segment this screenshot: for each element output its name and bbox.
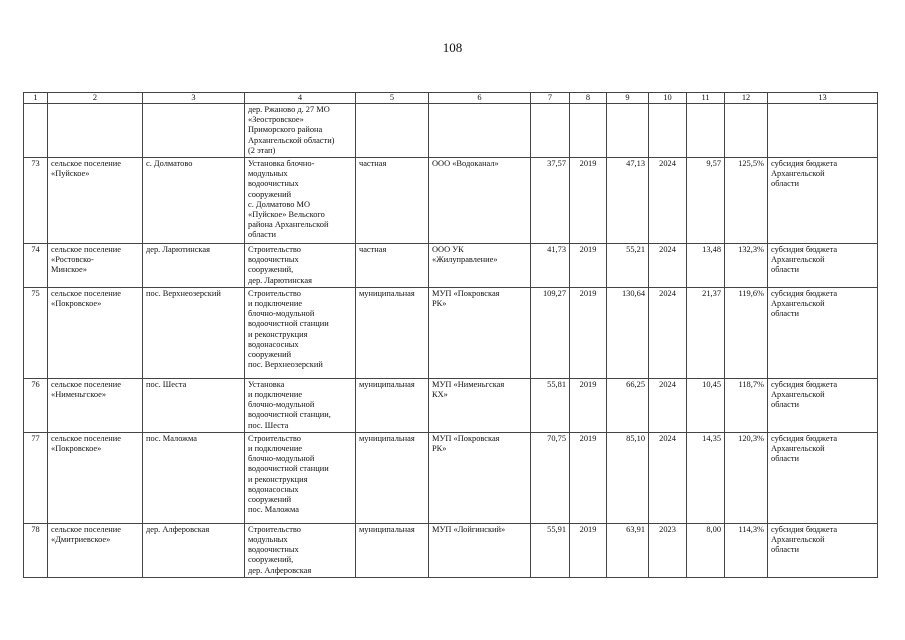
cell-event-line: водоочистной станции <box>248 319 329 329</box>
cell-source <box>768 523 878 577</box>
table-row <box>24 244 878 288</box>
cell-source-line: области <box>771 454 799 464</box>
cell-value-7: 37,57 <box>531 158 570 244</box>
cell-settlement <box>48 378 143 432</box>
cell-settlement-line: сельское поселение <box>51 159 121 169</box>
cell-event-line: области <box>248 230 276 240</box>
cell-source-line: субсидия бюджета <box>771 433 838 443</box>
cell-value-11: 10,45 <box>687 378 725 432</box>
cell-event-line: водоочистных <box>248 255 299 265</box>
cell-operator <box>429 378 531 432</box>
cell-year-start: 2019 <box>570 432 607 523</box>
cell-source-line: Архангельской <box>771 299 825 309</box>
cell-year-end: 2024 <box>649 158 687 244</box>
cell-value-11: 21,37 <box>687 287 725 378</box>
cell-percent: 120,3% <box>725 432 768 523</box>
cell-event-line: сооружений, <box>248 555 294 565</box>
cell-value-7: 55,91 <box>531 523 570 577</box>
cell-event-line: модульных <box>248 535 288 545</box>
header-cell-10: 10 <box>649 93 687 104</box>
header-cell-2: 2 <box>48 93 143 104</box>
cell-settlement-line: сельское поселение <box>51 288 121 298</box>
page-number: 108 <box>442 40 463 55</box>
cell-year-start: 2019 <box>570 523 607 577</box>
table-header-row <box>24 93 878 104</box>
table-row <box>24 432 878 523</box>
cell-event-line: блочно-модульной <box>248 309 315 319</box>
cell-locality: дер. Ларютинская <box>143 244 245 288</box>
cell-settlement-line: сельское поселение <box>51 379 121 389</box>
cell-event-line: водонасосных <box>248 484 299 494</box>
cell-value-9: 47,13 <box>607 158 649 244</box>
cell-percent: 119,6% <box>725 287 768 378</box>
cell-source-line: Архангельской <box>771 444 825 454</box>
header-cell-7: 7 <box>531 93 570 104</box>
cell-settlement-line: «Пуйское» <box>51 169 90 179</box>
cell-event-line: Строительство <box>248 433 301 443</box>
cell-event-line: водоочистных <box>248 179 299 189</box>
cell-event-line: сооружений, <box>248 265 294 275</box>
cell-year-end: 2024 <box>649 378 687 432</box>
cell-settlement-line: сельское поселение <box>51 245 121 255</box>
cell-source-line: субсидия бюджета <box>771 288 838 298</box>
cell-event-line: «Пуйское» Вельского <box>248 210 325 220</box>
cell-source-line: субсидия бюджета <box>771 379 838 389</box>
cell-settlement-line: «Нименьгское» <box>51 390 107 400</box>
cell-event-line: модульных <box>248 169 288 179</box>
cell-settlement <box>48 432 143 523</box>
cell-event <box>245 523 356 577</box>
cell-settlement-line: «Покровское» <box>51 444 102 454</box>
cell-event-line: водоочистной станции, <box>248 410 331 420</box>
cell-event-line: и подключение <box>248 444 303 454</box>
cell-settlement-line: «Ростовско- <box>51 255 94 265</box>
cell-settlement <box>48 523 143 577</box>
cell-operator-line: РК» <box>432 299 447 309</box>
cell-event <box>245 378 356 432</box>
cell-year-start: 2019 <box>570 287 607 378</box>
cell-source-line: области <box>771 545 799 555</box>
cell-year-start: 2019 <box>570 158 607 244</box>
cell-event-line: Установка блочно- <box>248 159 315 169</box>
header-cell-6: 6 <box>429 93 531 104</box>
event-continuation-line: Приморского района <box>248 125 323 135</box>
cell-event-line: блочно-модульной <box>248 454 315 464</box>
cell-value-7: 70,75 <box>531 432 570 523</box>
cell-locality: пос. Шеста <box>143 378 245 432</box>
cell-ownership: муниципальная <box>356 523 429 577</box>
cell-event-line: пос. Шеста <box>248 420 289 430</box>
table-row-continuation <box>24 104 878 158</box>
cell-source <box>768 378 878 432</box>
event-continuation-line: дер. Ржаново д. 27 МО <box>248 105 330 114</box>
table-row <box>24 158 878 244</box>
cell-ownership: муниципальная <box>356 378 429 432</box>
cell-event-line: с. Долматово МО <box>248 199 311 209</box>
table-row <box>24 287 878 378</box>
cell-event-line: и реконструкция <box>248 474 308 484</box>
cell-source <box>768 244 878 288</box>
cell-settlement-line: Минское» <box>51 265 87 275</box>
cell-locality: с. Долматово <box>143 158 245 244</box>
cell-operator-line: ООО «Водоканал» <box>432 159 499 169</box>
cell-ownership: частная <box>356 158 429 244</box>
cell-operator-line: «Жилуправление» <box>432 255 498 265</box>
cell-event-line: Установка <box>248 379 285 389</box>
cell-year-end: 2024 <box>649 287 687 378</box>
cell-source-line: области <box>771 400 799 410</box>
cell-settlement <box>48 158 143 244</box>
cell-event-line: и реконструкция <box>248 329 308 339</box>
table-row <box>24 378 878 432</box>
cell-operator-line: КХ» <box>432 390 448 400</box>
cell-settlement-line: «Дмитриевское» <box>51 535 111 545</box>
cell-year-end: 2023 <box>649 523 687 577</box>
cell-event <box>245 287 356 378</box>
cell-operator-line: МУП «Покровская <box>432 433 500 443</box>
cell-event-line: сооружений <box>248 350 292 360</box>
cell-number: 74 <box>24 244 48 288</box>
event-continuation-line: «Зеостровское» <box>248 115 304 125</box>
cell-value-11: 8,00 <box>687 523 725 577</box>
cell-operator <box>429 158 531 244</box>
cell-source-line: Архангельской <box>771 255 825 265</box>
cell-source-line: области <box>771 179 799 189</box>
cell-settlement <box>48 244 143 288</box>
header-cell-9: 9 <box>607 93 649 104</box>
cell-event-line: водоочистной станции <box>248 464 329 474</box>
cell-year-end: 2024 <box>649 432 687 523</box>
cell-source-line: Архангельской <box>771 390 825 400</box>
cell-source-line: области <box>771 309 799 319</box>
cell-value-9: 63,91 <box>607 523 649 577</box>
data-table <box>23 92 878 578</box>
cell-value-7: 55,81 <box>531 378 570 432</box>
cell-value-11: 14,35 <box>687 432 725 523</box>
cell-event-line: водоочистных <box>248 545 299 555</box>
cell-event-line: Строительство <box>248 288 301 298</box>
cell-number: 75 <box>24 287 48 378</box>
cell-locality: пос. Маложма <box>143 432 245 523</box>
header-cell-5: 5 <box>356 93 429 104</box>
cell-event-line: дер. Алферовская <box>248 565 312 575</box>
cell-event-continuation <box>245 104 356 158</box>
cell-number: 73 <box>24 158 48 244</box>
cell-source-line: субсидия бюджета <box>771 245 838 255</box>
cell-year-end: 2024 <box>649 244 687 288</box>
cell-number: 76 <box>24 378 48 432</box>
cell-year-start: 2019 <box>570 378 607 432</box>
cell-settlement <box>48 287 143 378</box>
cell-value-9: 85,10 <box>607 432 649 523</box>
cell-locality: пос. Верхнеозерский <box>143 287 245 378</box>
cell-event-line: пос. Маложма <box>248 505 299 515</box>
header-cell-13: 13 <box>768 93 878 104</box>
cell-event-line: пос. Верхнеозерский <box>248 360 323 370</box>
cell-event-line: водонасосных <box>248 339 299 349</box>
cell-value-9: 130,64 <box>607 287 649 378</box>
cell-settlement-line: сельское поселение <box>51 433 121 443</box>
cell-settlement-line: сельское поселение <box>51 524 121 534</box>
cell-number: 77 <box>24 432 48 523</box>
cell-value-7: 41,73 <box>531 244 570 288</box>
cell-operator <box>429 287 531 378</box>
cell-operator <box>429 523 531 577</box>
cell-percent: 125,5% <box>725 158 768 244</box>
table-body <box>24 93 878 578</box>
header-cell-11: 11 <box>687 93 725 104</box>
cell-value-9: 66,25 <box>607 378 649 432</box>
cell-year-start: 2019 <box>570 244 607 288</box>
cell-source-line: субсидия бюджета <box>771 524 838 534</box>
header-cell-8: 8 <box>570 93 607 104</box>
cell-source <box>768 432 878 523</box>
cell-value-11: 13,48 <box>687 244 725 288</box>
cell-event <box>245 432 356 523</box>
cell-event-line: Строительство <box>248 245 301 255</box>
cell-percent: 114,3% <box>725 523 768 577</box>
cell-number: 78 <box>24 523 48 577</box>
cell-value-11: 9,57 <box>687 158 725 244</box>
cell-ownership: муниципальная <box>356 432 429 523</box>
cell-operator-line: МУП «Лойгинский» <box>432 524 506 534</box>
cell-locality: дер. Алферовская <box>143 523 245 577</box>
cell-operator-line: МУП «Покровская <box>432 288 500 298</box>
cell-ownership: муниципальная <box>356 287 429 378</box>
cell-source-line: Архангельской <box>771 535 825 545</box>
cell-event-line: сооружений <box>248 495 292 505</box>
cell-source-line: субсидия бюджета <box>771 159 838 169</box>
cell-event-line: и подключение <box>248 390 303 400</box>
cell-operator-line: МУП «Нименьгская <box>432 379 505 389</box>
cell-source-line: области <box>771 265 799 275</box>
header-cell-1: 1 <box>24 93 48 104</box>
header-cell-4: 4 <box>245 93 356 104</box>
table-row <box>24 523 878 577</box>
cell-settlement-line: «Покровское» <box>51 299 102 309</box>
cell-event-line: Строительство <box>248 524 301 534</box>
cell-operator <box>429 432 531 523</box>
cell-event-line: блочно-модульной <box>248 400 315 410</box>
event-continuation-line: (2 этап) <box>248 145 276 155</box>
cell-event-line: сооружений <box>248 189 292 199</box>
cell-ownership: частная <box>356 244 429 288</box>
cell-event-line: дер. Ларютинская <box>248 275 312 285</box>
cell-value-7: 109,27 <box>531 287 570 378</box>
header-cell-3: 3 <box>143 93 245 104</box>
cell-event <box>245 244 356 288</box>
cell-source-line: Архангельской <box>771 169 825 179</box>
cell-event-line: района Архангельской <box>248 220 329 230</box>
cell-operator <box>429 244 531 288</box>
cell-source <box>768 287 878 378</box>
event-continuation-line: Архангельской области) <box>248 135 335 145</box>
cell-event-line: и подключение <box>248 299 303 309</box>
cell-percent: 132,3% <box>725 244 768 288</box>
cell-source <box>768 158 878 244</box>
cell-percent: 118,7% <box>725 378 768 432</box>
header-cell-12: 12 <box>725 93 768 104</box>
cell-operator-line: ООО УК <box>432 245 464 255</box>
cell-operator-line: РК» <box>432 444 447 454</box>
cell-value-9: 55,21 <box>607 244 649 288</box>
cell-event <box>245 158 356 244</box>
